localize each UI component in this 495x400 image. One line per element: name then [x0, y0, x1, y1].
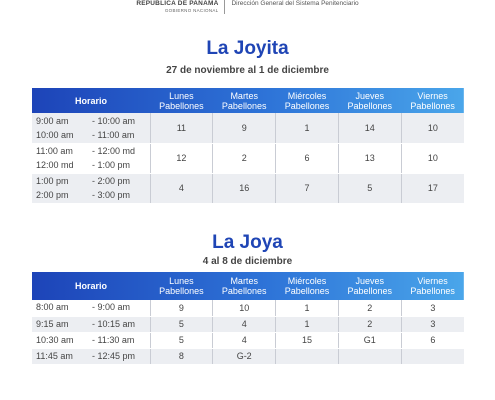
- pavilion-cell: 2: [338, 300, 401, 316]
- time-cell: [32, 173, 150, 203]
- pavilion-cell: 9: [150, 300, 213, 316]
- pavilion-cell: [401, 348, 464, 364]
- time-end: - 1:00 pm: [92, 160, 131, 170]
- table-row: [32, 332, 464, 348]
- column-header-day: Miércoles Pabellones: [284, 276, 330, 296]
- pavilion-cell: 7: [276, 173, 339, 203]
- time-end: - 11:30 am: [92, 334, 135, 345]
- time-range: [36, 144, 150, 158]
- column-header-day: Martes Pabellones: [221, 276, 267, 296]
- pavilion-cell: 3: [401, 300, 464, 316]
- time-end: - 2:00 pm: [92, 176, 131, 186]
- time-start: 9:00 am: [36, 115, 69, 126]
- column-header-day: Miércoles Pabellones: [284, 90, 330, 111]
- time-range: [36, 114, 150, 128]
- pavilion-cell: 4: [213, 332, 276, 348]
- pavilion-cell: 10: [401, 113, 464, 143]
- time-start: 10:30 am: [36, 334, 74, 345]
- pavilion-cell: [276, 348, 339, 364]
- time-end: - 12:45 pm: [92, 350, 136, 361]
- pavilion-cell: 6: [276, 143, 339, 173]
- government-header: [0, 0, 495, 16]
- joyita-schedule-table: [32, 88, 464, 204]
- pavilion-cell: 14: [338, 113, 401, 143]
- table-row: [32, 143, 464, 173]
- pavilion-cell: 3: [401, 316, 464, 332]
- time-start: 10:00 am: [36, 129, 74, 140]
- column-header-day: Lunes Pabellones: [159, 276, 204, 296]
- time-end: - 10:15 am: [92, 318, 136, 329]
- table-row: [32, 113, 464, 143]
- joya-subtitle: 4 al 8 de diciembre: [202, 256, 293, 267]
- joyita-subtitle: 27 de noviembre al 1 de diciembre: [166, 65, 329, 76]
- government-name: GOBIERNO NACIONAL: [164, 8, 219, 13]
- pavilion-cell: G1: [338, 332, 401, 348]
- column-header-day: Jueves Pabellones: [347, 90, 393, 111]
- time-end: - 9:00 am: [92, 302, 131, 313]
- time-cell: [32, 300, 150, 316]
- time-range: [36, 349, 150, 364]
- table-header-row: [32, 88, 464, 113]
- republic-logo-text: [136, 0, 225, 14]
- pavilion-cell: 4: [213, 316, 276, 332]
- pavilion-cell: 13: [338, 143, 401, 173]
- time-cell: [32, 143, 150, 173]
- time-start: 12:00 md: [36, 160, 74, 170]
- pavilion-cell: 5: [150, 332, 213, 348]
- time-start: 2:00 pm: [36, 190, 69, 200]
- time-end: - 10:00 am: [92, 115, 136, 126]
- joya-table-body: [32, 300, 464, 364]
- pavilion-cell: 17: [401, 173, 464, 203]
- pavilion-cell: 15: [276, 332, 339, 348]
- column-header-horario: Horario: [74, 95, 107, 106]
- pavilion-cell: 2: [213, 143, 276, 173]
- time-range: [36, 188, 150, 202]
- pavilion-cell: 1: [276, 316, 339, 332]
- time-start: 11:00 am: [36, 146, 73, 156]
- time-cell: [32, 348, 150, 364]
- column-header-day: Viernes Pabellones: [410, 276, 455, 296]
- time-end: - 12:00 md: [92, 146, 136, 156]
- pavilion-cell: 10: [401, 143, 464, 173]
- pavilion-cell: 2: [338, 316, 401, 332]
- pavilion-cell: 9: [213, 113, 276, 143]
- time-cell: [32, 332, 150, 348]
- pavilion-cell: G-2: [213, 348, 276, 364]
- time-range: [36, 158, 150, 172]
- column-header-horario: Horario: [74, 281, 107, 291]
- time-range: [36, 174, 150, 188]
- table-row: [32, 300, 464, 316]
- time-start: 8:00 am: [36, 302, 69, 313]
- time-start: 9:15 am: [36, 318, 69, 329]
- column-header-day: Viernes Pabellones: [410, 90, 455, 111]
- pavilion-cell: 10: [213, 300, 276, 316]
- directorate-name: Dirección General del Sistema Penitenciario: [231, 0, 359, 7]
- time-start: 1:00 pm: [36, 176, 69, 186]
- column-header-day: Martes Pabellones: [221, 90, 267, 111]
- pavilion-cell: 11: [150, 113, 213, 143]
- column-header-day: Jueves Pabellones: [347, 276, 393, 296]
- pavilion-cell: 5: [150, 316, 213, 332]
- time-cell: [32, 113, 150, 143]
- time-range: [36, 128, 150, 142]
- pavilion-cell: 12: [150, 143, 213, 173]
- table-row: [32, 348, 464, 364]
- time-end: - 11:00 am: [92, 129, 135, 140]
- pavilion-cell: 1: [276, 300, 339, 316]
- time-start: 11:45 am: [36, 350, 73, 361]
- joyita-table-body: [32, 113, 464, 203]
- table-header-row: [32, 272, 464, 300]
- time-range: [36, 317, 150, 332]
- column-header-day: Lunes Pabellones: [159, 90, 204, 111]
- time-end: - 3:00 pm: [92, 190, 131, 200]
- table-row: [32, 173, 464, 203]
- pavilion-cell: 1: [276, 113, 339, 143]
- joya-title: La Joya: [212, 232, 283, 253]
- time-range: [36, 333, 150, 348]
- pavilion-cell: [338, 348, 401, 364]
- time-cell: [32, 316, 150, 332]
- time-range: [36, 300, 150, 315]
- pavilion-cell: 5: [338, 173, 401, 203]
- pavilion-cell: 6: [401, 332, 464, 348]
- pavilion-cell: 8: [150, 348, 213, 364]
- table-row: [32, 316, 464, 332]
- pavilion-cell: 4: [150, 173, 213, 203]
- joyita-title: La Joyita: [206, 38, 289, 59]
- republic-name: REPÚBLICA DE PANAMÁ: [136, 0, 219, 7]
- joya-schedule-table: [32, 272, 464, 365]
- pavilion-cell: 16: [213, 173, 276, 203]
